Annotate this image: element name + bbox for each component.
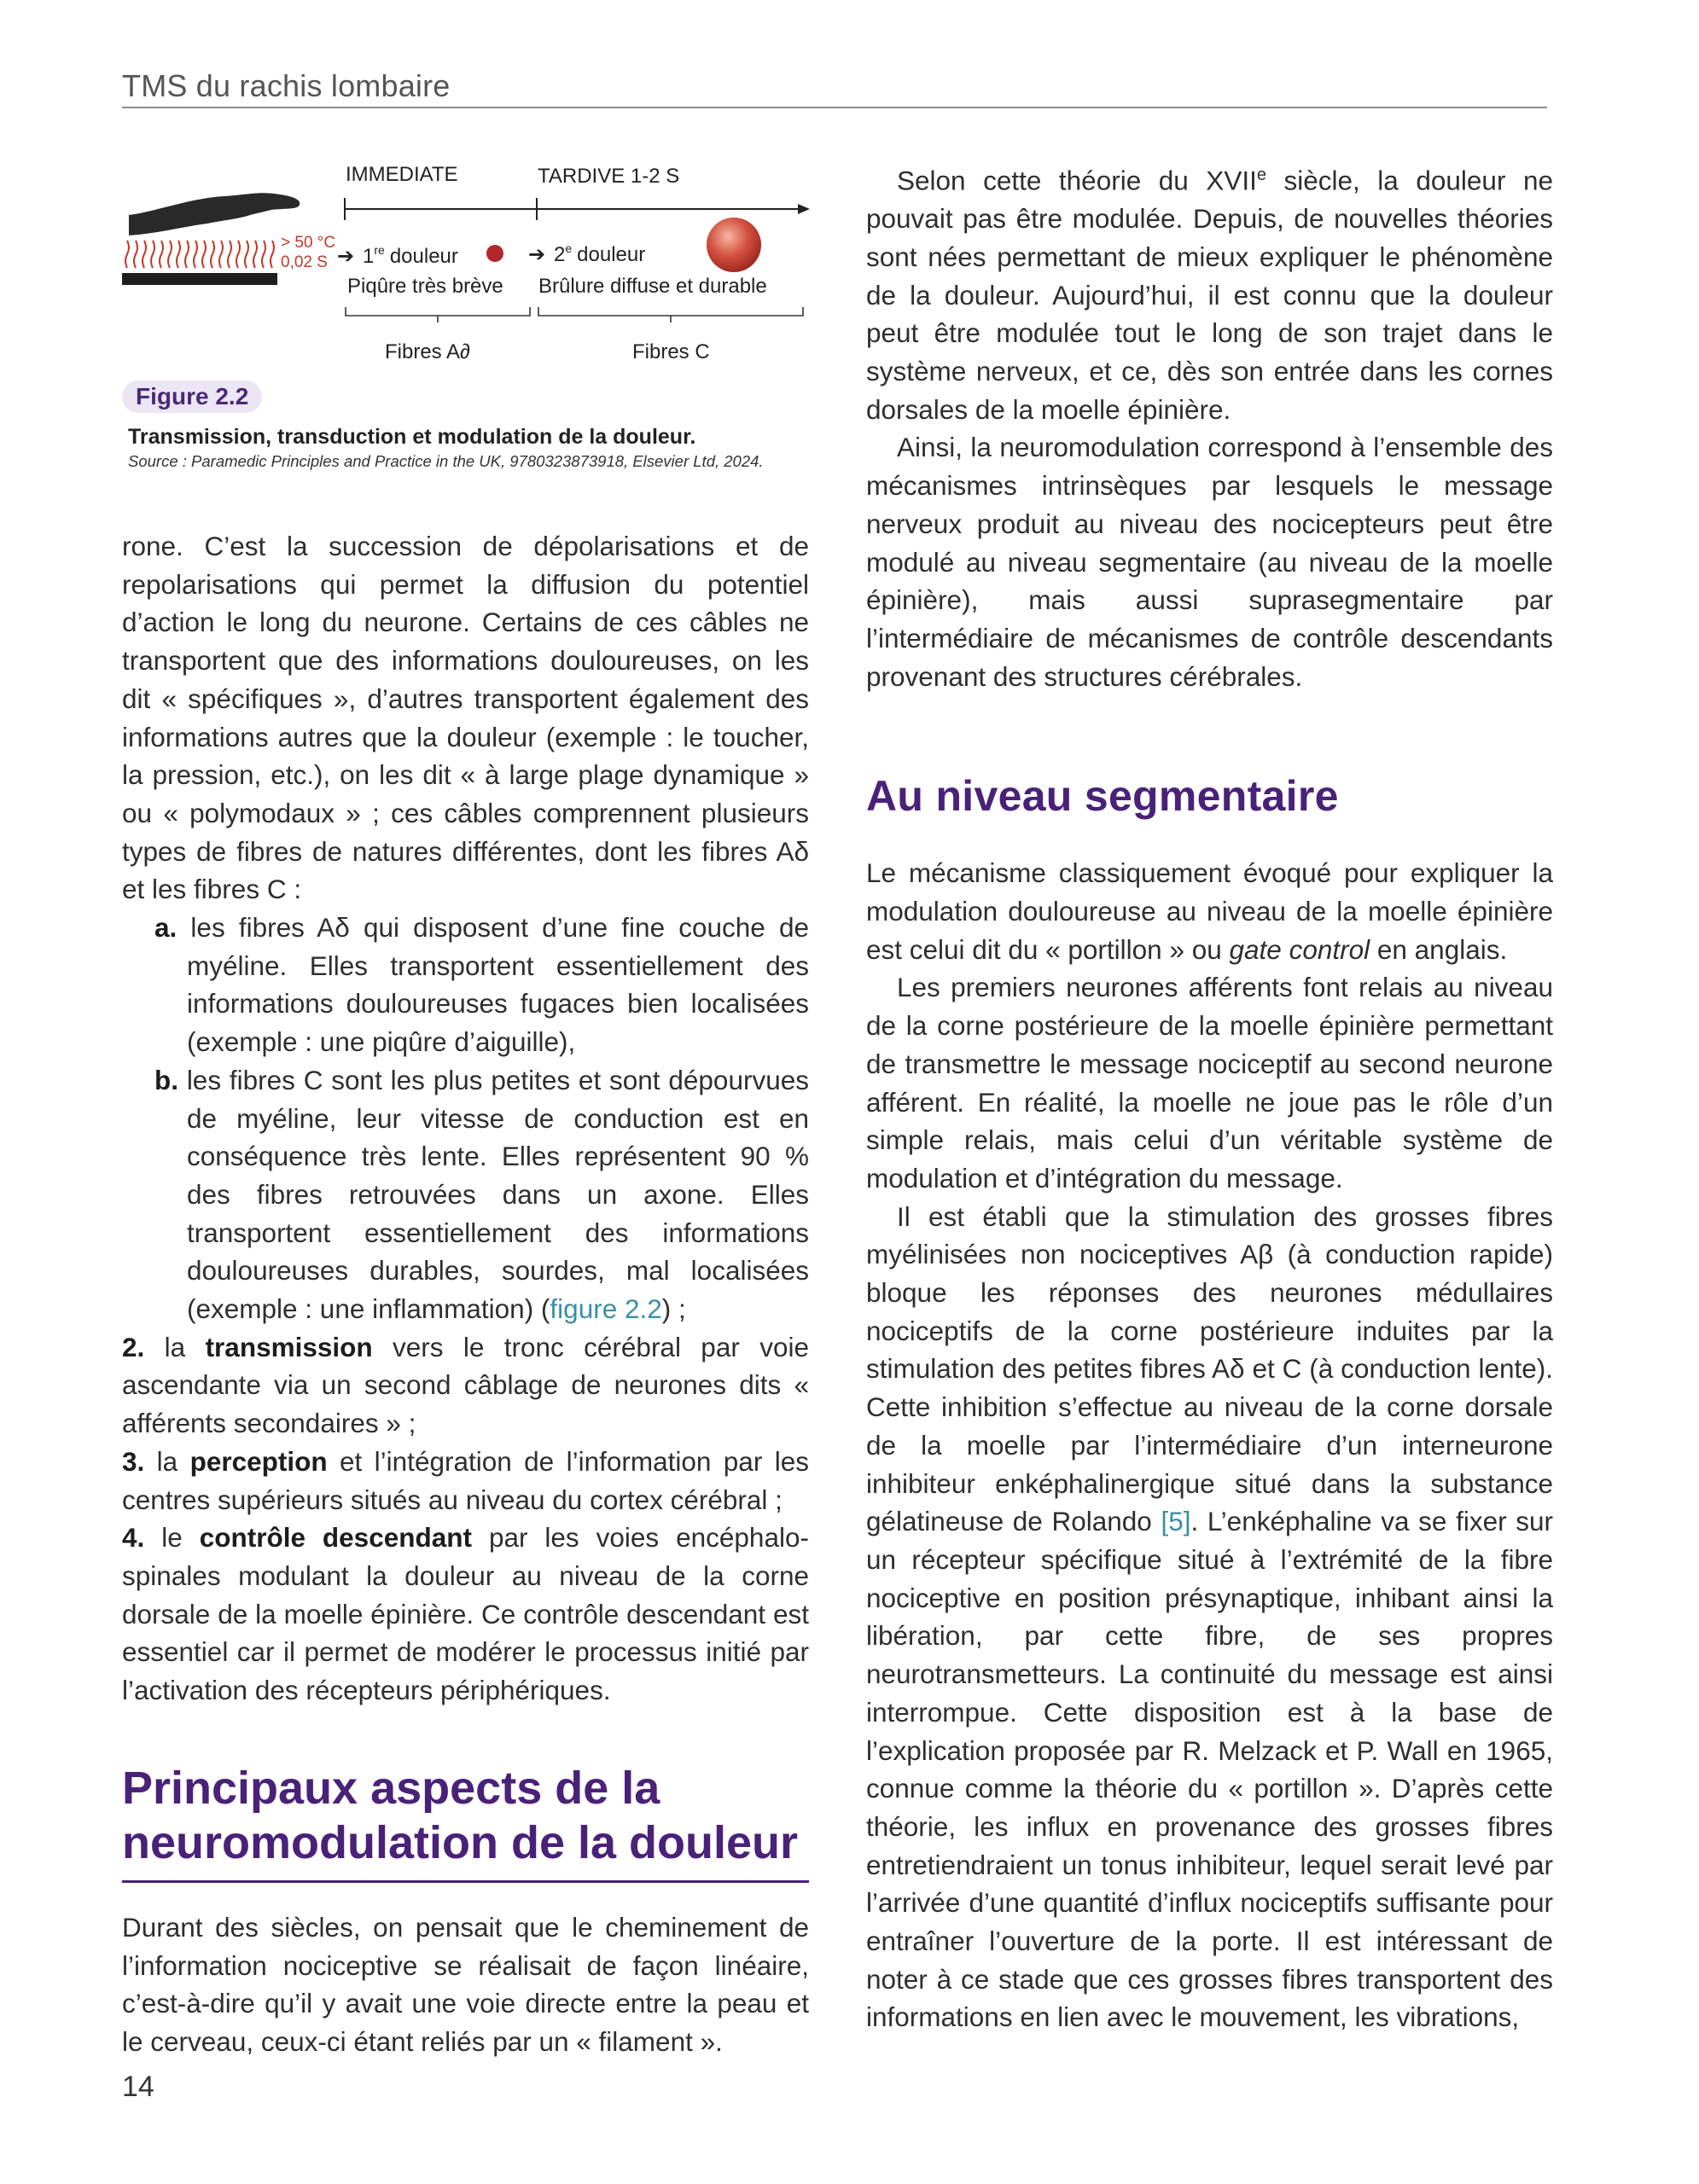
list-item-4-num: 4. (122, 1522, 145, 1554)
list-item-b-text: les fibres C sont les plus petites et sont dépourvues de myéline, leur vitesse de conduction est en conséquence très lente. Elles représentent 90 % des fibres retrouvées dans un axone. Elles transportent essentiellement des informations douloureuses durables, sourdes, mal localisées (exemple : une inflammation) ( (186, 1064, 809, 1325)
figure-link[interactable]: figure 2.2 (550, 1293, 662, 1325)
list-item-3-pre: la (156, 1445, 178, 1477)
label-fibres-a: Fibres A∂ (385, 340, 470, 363)
right-column (866, 156, 1553, 2036)
right-p1-a: Selon cette théorie du XVII (897, 165, 1257, 196)
second-pain-text: douleur (577, 243, 646, 266)
timeline-arrowhead (798, 204, 810, 214)
list-item-3-num: 3. (122, 1445, 145, 1477)
brace-a (346, 307, 530, 322)
svg-text:2edouleur (554, 241, 645, 266)
list-item-3 (122, 1443, 809, 1519)
list-item-a-label: a. (154, 912, 177, 944)
first-pain-desc: Piqûre très brève (347, 275, 503, 298)
list-item-2-bold: transmission (205, 1331, 373, 1362)
first-pain-sup: re (374, 243, 385, 257)
list-item-2-pre: la (164, 1331, 186, 1362)
page-number: 14 (122, 2071, 154, 2103)
right-paragraph-2: Ainsi, la neuromodulation correspond à l’ensemble des mécanismes intrinsèques par lesquels le message nerveux produit au niveau des nocicepteurs peut être modulé au niveau segmentaire (au niveau de la moelle épinière), mais aussi suprasegmentaire par l’intermédiaire de mécanismes de contrôle descendants provenant des structures cérébrales. (866, 432, 1553, 692)
figure-source: Source : Paramedic Principles and Practice in the UK, 9780323873918, Elsevier Ltd, 2024. (128, 452, 764, 470)
list-item-b-label: b. (154, 1064, 178, 1095)
first-pain-num: 1 (363, 245, 375, 268)
second-pain-desc: Brûlure diffuse et durable (538, 275, 767, 298)
right-paragraph-4: Les premiers neurones afférents font relais au niveau de la corne postérieure de la moelle épinière permettant de transmettre le message nociceptif au second neurone afférent. En réalité, la moelle ne joue pas le rôle d’un simple relais, mais celui d’un véritable système de modulation et d’intégration du message. (866, 972, 1553, 1194)
list-item-4-text: par les voies encéphalo-spinales modulant la douleur au niveau de la corne dorsale de la moelle épinière. Ce contrôle descendant est essentiel car il permet de modérer le processus initié par l’activation des récepteurs périphériques. (122, 1522, 809, 1706)
list-item-3-bold: perception (189, 1445, 328, 1477)
list-item-b-end: ) ; (661, 1293, 686, 1325)
label-immediate: IMMEDIATE (346, 163, 458, 186)
left-paragraph-1: rone. C’est la succession de dépolarisations et de repolarisations qui permet la diffusion du potentiel d’action le long du neurone. Certains de ces câbles ne transportent que des informations douloureuses, on les dit « spécifiques », d’autres transportent également des informations autres que la douleur (exemple : le toucher, la pression, etc.), on les dit « à large plage dynamique » ou « polymodaux » ; ces câbles comprennent plusieurs types de fibres de natures différentes, dont les fibres Aδ et les fibres C : (122, 531, 809, 905)
list-item-a-text: les fibres Aδ qui disposent d’une fine couche de myéline. Elles transportent essentiellement des informations douloureuses fugaces bien localisées (exemple : une piqûre d’aiguille), (187, 912, 809, 1058)
right-paragraph-5 (866, 1198, 1553, 2036)
figure-badge: Figure 2.2 (122, 380, 262, 413)
first-pain-dot (486, 245, 503, 262)
header-rule (122, 107, 1547, 108)
figure-title: Transmission, transduction et modulation de la douleur. (128, 425, 696, 449)
right-p5-a: Il est établi que la stimulation des grosses fibres myélinisées non nociceptives Aβ (à conduction rapide) bloque les réponses des neurones médullaires nociceptifs de la corne postérieure induites par la stimulation des petites fibres Aδ et C (à conduction lente). Cette inhibition s’effectue au niveau de la corne dorsale de la moelle par l’intermédiaire d’un interneurone inhibiteur enképhalinergique situé dans la substance gélatineuse de Rolando (866, 1200, 1553, 1537)
section-heading-rule (122, 1880, 809, 1883)
first-pain-text: douleur (389, 245, 458, 268)
left-paragraph-final: Durant des siècles, on pensait que le cheminement de l’information nociceptive se réalisait de façon linéaire, c’est-à-dire qu’il y avait une voie directe entre la peau et le cerveau, ceux-ci étant reliés par un « filament ». (122, 1911, 809, 2057)
right-p1-sup: e (1256, 166, 1266, 184)
label-tardive: TARDIVE 1-2 S (538, 165, 680, 188)
heat-plate (122, 273, 277, 285)
pain-timeline-figure (122, 145, 813, 375)
second-pain-sup: e (565, 241, 573, 255)
list-item-4-pre: le (161, 1522, 183, 1554)
second-pain-num: 2 (554, 243, 566, 266)
list-item-4-bold: contrôle descendant (199, 1522, 472, 1554)
reference-link[interactable]: [5] (1161, 1506, 1191, 1537)
list-item-a (154, 909, 809, 1061)
list-item-3-text: et l’intégration de l’information par les centres supérieurs situés au niveau du cortex cérébral ; (122, 1445, 809, 1515)
label-temperature: > 50 °C (281, 234, 336, 252)
section-heading-neuromodulation: Principaux aspects de la neuromodulation de la douleur (122, 1762, 799, 1868)
section-heading-segmentaire: Au niveau segmentaire (866, 772, 1339, 821)
label-fibres-c: Fibres C (632, 340, 710, 363)
arrow-icon: ➔ (337, 244, 355, 268)
right-p3-a: Le mécanisme classiquement évoqué pour expliquer la modulation douloureuse au niveau de la moelle épinière est celui dit du « portillon » ou (866, 857, 1553, 965)
brace-c (538, 307, 803, 322)
label-time: 0,02 S (281, 253, 328, 271)
heat-waves-icon (125, 241, 274, 268)
arrow-icon: ➔ (528, 242, 546, 266)
list-item-2-num: 2. (122, 1331, 145, 1362)
left-column (122, 527, 809, 2061)
right-p1-b: siècle, la douleur ne pouvait pas être modulée. Depuis, de nouvelles théories sont nées permettant de mieux expliquer le phénomène de la douleur. Aujourd’hui, il est connu que la douleur peut être modulée tout le long de son trajet dans le système nerveux, et ce, dès son entrée dans les cornes dorsales de la moelle épinière. (866, 165, 1553, 425)
list-item-2-text: vers le tronc cérébral par voie ascendante via un second câblage de neurones dits « afférents secondaires » ; (122, 1331, 809, 1439)
right-paragraph-1 (866, 156, 1553, 428)
svg-text:1redouleur (363, 243, 458, 268)
hand-icon (129, 193, 300, 235)
list-item-4 (122, 1519, 809, 1710)
right-p3-italic: gate control (1229, 933, 1370, 965)
list-item-b (154, 1061, 809, 1328)
right-p3-b: en anglais. (1370, 933, 1508, 965)
list-item-2 (122, 1328, 809, 1443)
running-head: TMS du rachis lombaire (122, 68, 451, 103)
right-p5-b: . L’enképhaline va se fixer sur un récepteur spécifique situé à l’extrémité de la fibre nociceptive en position présynaptique, inhibant ainsi la libération, par cette fibre, de ses propres neurotransmetteurs. La continuité du message est ainsi interrompue. Cette disposition est à la base de l’explication proposée par R. Melzack et P. Wall en 1965, connue comme la théorie du « portillon ». D’après cette théorie, les influx en provenance des grosses fibres entretiendraient un tonus inhibiteur, lequel serait levé par l’arrivée d’une quantité d’influx nociceptifs suffisante pour entraîner l’ouverture de la porte. Il est intéressant de noter à ce stade que ces grosses fibres transportent des informations en lien avec le mouvement, les vibrations, (866, 1506, 1553, 2033)
right-paragraph-3 (866, 854, 1553, 968)
second-pain-dot (707, 218, 761, 272)
